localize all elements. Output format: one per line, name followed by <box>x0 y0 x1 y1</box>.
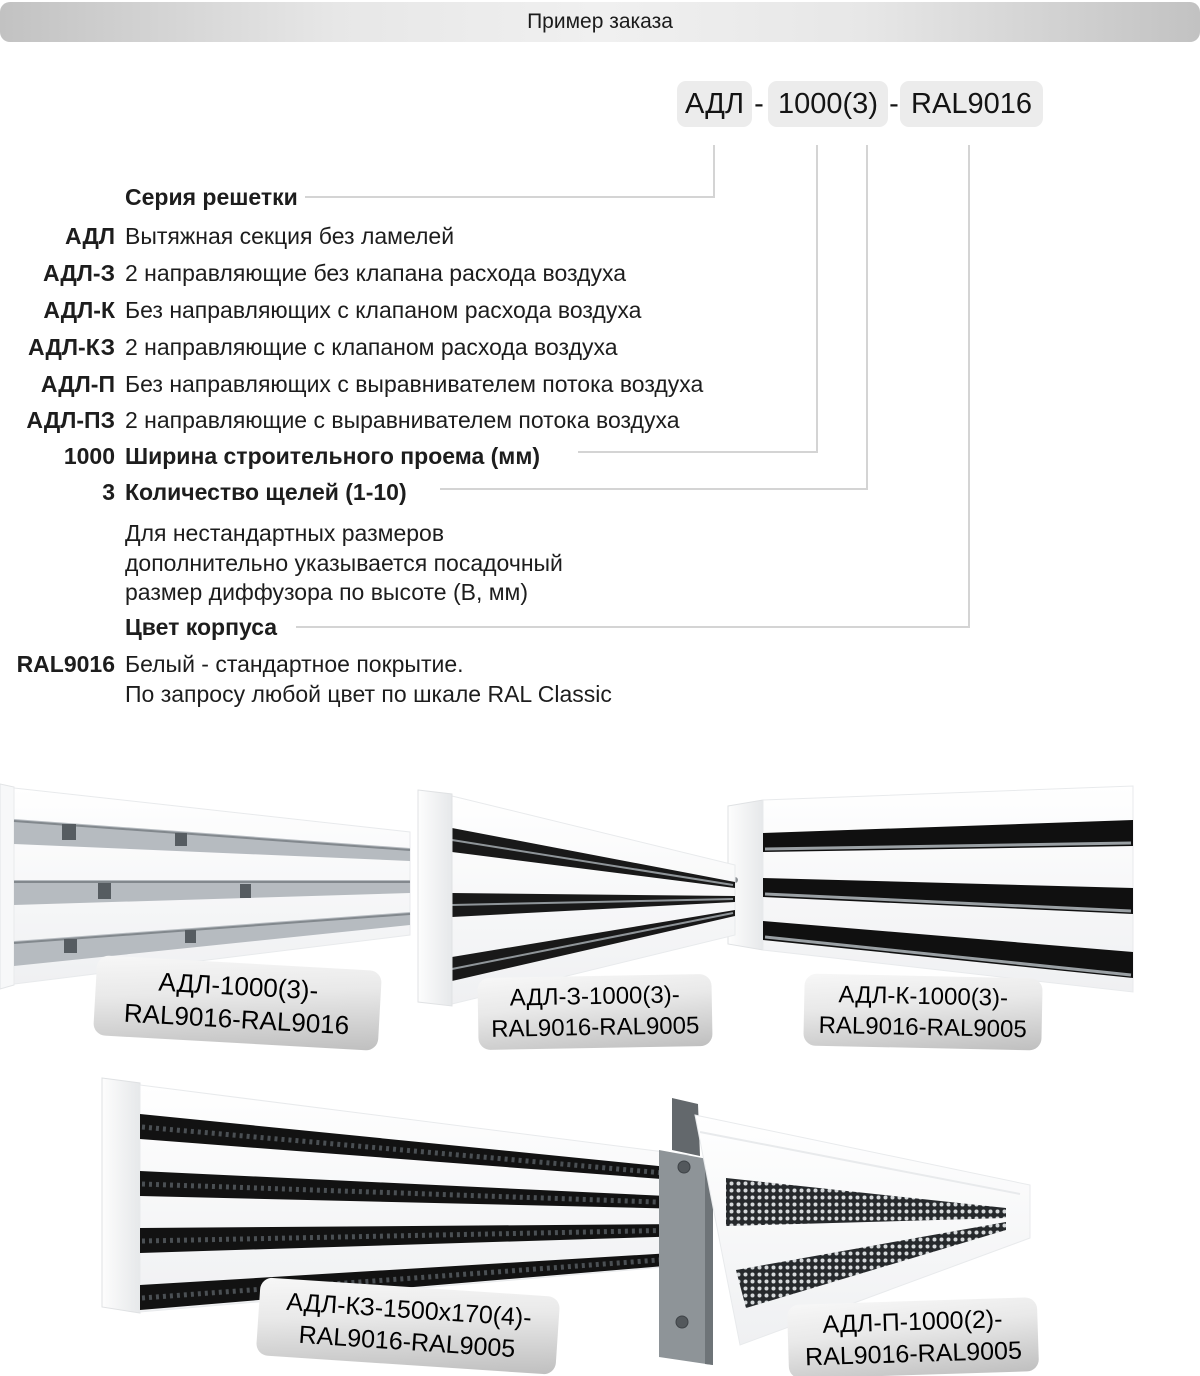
order-code-separator: - <box>889 87 899 120</box>
product-label-line: АДЛ-К-1000(3)- <box>838 981 1009 1012</box>
color-description-line: Белый - стандартное покрытие. <box>125 651 464 677</box>
legend-row <box>0 334 618 361</box>
series-code: АДЛ-ПЗ <box>26 407 115 433</box>
series-code: АДЛ-КЗ <box>28 334 115 360</box>
series-code: АДЛ-К <box>43 297 115 323</box>
product-label-line: АДЛ-П-1000(2)- <box>822 1305 1003 1339</box>
slots-description: Количество щелей (1-10) <box>125 479 407 505</box>
plate-screw <box>676 1316 688 1328</box>
note-line: дополнительно указывается посадочный <box>125 549 563 576</box>
connector-series-vertical <box>713 145 715 197</box>
connector-slots-vertical <box>866 145 868 489</box>
note-line: Для нестандартных размеров <box>125 520 445 546</box>
width-code: 1000 <box>63 443 115 469</box>
connector-slots-horizontal <box>440 488 868 490</box>
product-label-line: АДЛ-1000(3)- <box>157 966 320 1006</box>
color-description <box>125 650 612 709</box>
series-description: 2 направляющие без клапана расхода воздуха <box>125 260 626 286</box>
grille-end-cap <box>418 790 452 1006</box>
series-code: АДЛ-З <box>42 260 115 286</box>
grille-end-cap <box>102 1078 140 1313</box>
product-label-adl-k <box>803 974 1042 1051</box>
mounting-collar <box>672 1098 700 1156</box>
custom-size-note <box>125 519 563 608</box>
series-code: АДЛ-П <box>40 371 115 397</box>
connector-width-vertical <box>816 145 818 452</box>
product-label-line: RAL9016-RAL9005 <box>490 1012 700 1043</box>
order-code-separator: - <box>754 87 764 120</box>
series-code: АДЛ <box>65 223 115 249</box>
legend-row <box>0 260 626 287</box>
slots-code: 3 <box>102 479 115 505</box>
product-label-line: RAL9016-RAL9005 <box>804 1336 1023 1372</box>
series-section-header: Серия решетки <box>125 184 298 210</box>
product-label-line: RAL9016-RAL9005 <box>297 1320 517 1364</box>
product-label-line: RAL9016-RAL9016 <box>123 997 351 1041</box>
page-header <box>0 2 1200 42</box>
product-label-line: АДЛ-КЗ-1500х170(4)- <box>285 1287 533 1333</box>
legend-row <box>0 371 703 398</box>
series-description: Вытяжная секция без ламелей <box>125 223 455 249</box>
order-code-color-box: RAL9016 <box>900 81 1043 127</box>
mounting-plate <box>659 1150 713 1365</box>
order-code-size-box: 1000(3) <box>768 81 888 127</box>
product-label-line: АДЛ-З-1000(3)- <box>509 981 680 1012</box>
grille-end-cap <box>0 784 14 989</box>
color-code: RAL9016 <box>16 651 115 677</box>
color-section-header: Цвет корпуса <box>125 614 278 640</box>
plate-screw <box>678 1161 690 1173</box>
product-image-adl <box>0 784 410 989</box>
product-label-adl-p <box>787 1297 1039 1376</box>
series-description: 2 направляющие с клапаном расхода воздуха <box>125 334 618 360</box>
legend-row <box>0 297 641 324</box>
product-label-adl <box>93 955 382 1051</box>
legend-row-width <box>0 443 540 470</box>
connector-width-horizontal <box>578 451 818 453</box>
connector-color-vertical <box>968 145 970 627</box>
connector-series-horizontal <box>305 196 715 198</box>
product-label-line: RAL9016-RAL9005 <box>818 1011 1028 1044</box>
note-line: размер диффузора по высоте (В, мм) <box>125 579 529 605</box>
product-photos <box>0 760 1200 1376</box>
series-description: 2 направляющие с выравнивателем потока воздуха <box>125 407 680 433</box>
legend-row-color <box>0 650 612 709</box>
order-code-series-box: АДЛ <box>677 81 752 127</box>
legend-row <box>0 223 454 250</box>
series-description: Без направляющих с выравнивателем потока воздуха <box>125 371 704 397</box>
product-image-adl-k <box>728 786 1133 992</box>
page-title: Пример заказа <box>527 10 673 33</box>
connector-color-horizontal <box>296 626 970 628</box>
legend-row-slots <box>0 479 407 506</box>
width-description: Ширина строительного проема (мм) <box>125 443 540 469</box>
product-label-adl-3 <box>477 974 712 1050</box>
product-image-adl-kz <box>102 1078 688 1313</box>
series-description: Без направляющих с клапаном расхода воздуха <box>125 297 642 323</box>
color-description-line: По запросу любой цвет по шкале RAL Classic <box>125 680 612 707</box>
legend-row <box>0 407 679 434</box>
